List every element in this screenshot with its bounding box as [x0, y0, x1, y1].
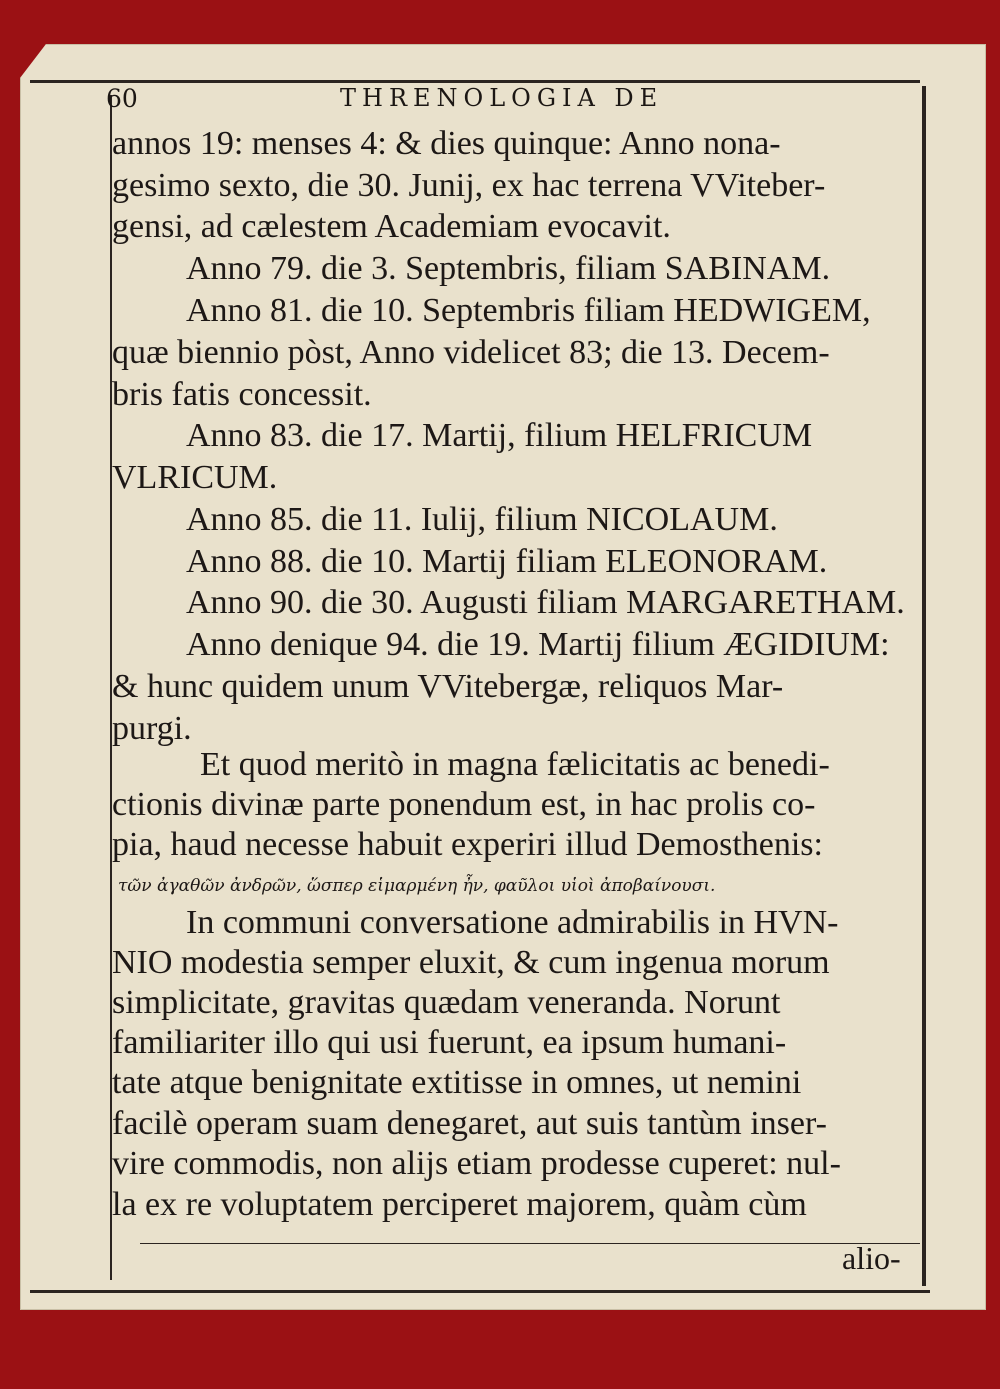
text-line: pia, haud necesse habuit experiri illud Demosthenis:: [112, 826, 823, 863]
text-line: vire commodis, non alijs etiam prodesse cuperet: nul-: [112, 1145, 841, 1182]
text-line: & hunc quidem unum VVitebergæ, reliquos Mar-: [112, 668, 784, 705]
top-rule: [30, 80, 920, 83]
text-line: purgi.: [112, 710, 192, 747]
text-line: Et quod meritò in magna fælicitatis ac benedi-: [200, 746, 830, 783]
catchword: alio-: [842, 1240, 901, 1276]
inner-bottom-rule: [140, 1243, 920, 1244]
text-line: familiariter illo qui usi fuerunt, ea ipsum humani-: [112, 1024, 787, 1061]
text-line: Anno 90. die 30. Augusti filiam MARGARETHAM.: [186, 584, 905, 621]
text-line: la ex re voluptatem perciperet majorem, quàm cùm: [112, 1186, 807, 1223]
text-line: Anno 88. die 10. Martij filiam ELEONORAM.: [186, 543, 828, 580]
text-line: ctionis divinæ parte ponendum est, in hac prolis co-: [112, 786, 816, 823]
text-line: quæ biennio pòst, Anno videlicet 83; die 13. Decem-: [112, 334, 830, 371]
text-line: In communi conversatione admirabilis in HVN-: [186, 904, 839, 941]
text-line: annos 19: menses 4: & dies quinque: Anno nona-: [112, 125, 781, 162]
bottom-rule: [30, 1290, 930, 1293]
text-line: Anno 85. die 11. Iulij, filium NICOLAUM.: [186, 501, 778, 538]
text-line: Anno denique 94. die 19. Martij filium ÆGIDIUM:: [186, 626, 890, 663]
running-head: THRENOLOGIA DE: [340, 84, 664, 112]
page-number: 60: [106, 84, 138, 113]
text-line: tate atque benignitate extitisse in omnes, ut nemini: [112, 1064, 802, 1101]
text-line: gensi, ad cælestem Academiam evocavit.: [112, 208, 671, 245]
text-line: bris fatis concessit.: [112, 376, 372, 413]
text-line: Anno 81. die 10. Septembris filiam HEDWIGEM,: [186, 292, 871, 329]
text-line: facilè operam suam denegaret, aut suis tantùm inser-: [112, 1105, 827, 1142]
text-line: Anno 83. die 17. Martij, filium HELFRICUM: [186, 417, 813, 454]
text-line: Anno 79. die 3. Septembris, filiam SABINAM.: [186, 250, 831, 287]
greek-quotation: τῶν ἀγαθῶν ἀνδρῶν, ὥσπερ εἱμαρμένη ἦν, φαῦλοι υἱοὶ ἀποβαίνουσι.: [118, 876, 716, 896]
text-line: VLRICUM.: [112, 459, 278, 496]
text-line: simplicitate, gravitas quædam veneranda. Norunt: [112, 984, 781, 1021]
text-line: NIO modestia semper eluxit, & cum ingenua morum: [112, 944, 830, 981]
text-line: gesimo sexto, die 30. Junij, ex hac terrena VViteber-: [112, 167, 826, 204]
right-margin-rule: [922, 86, 926, 1286]
